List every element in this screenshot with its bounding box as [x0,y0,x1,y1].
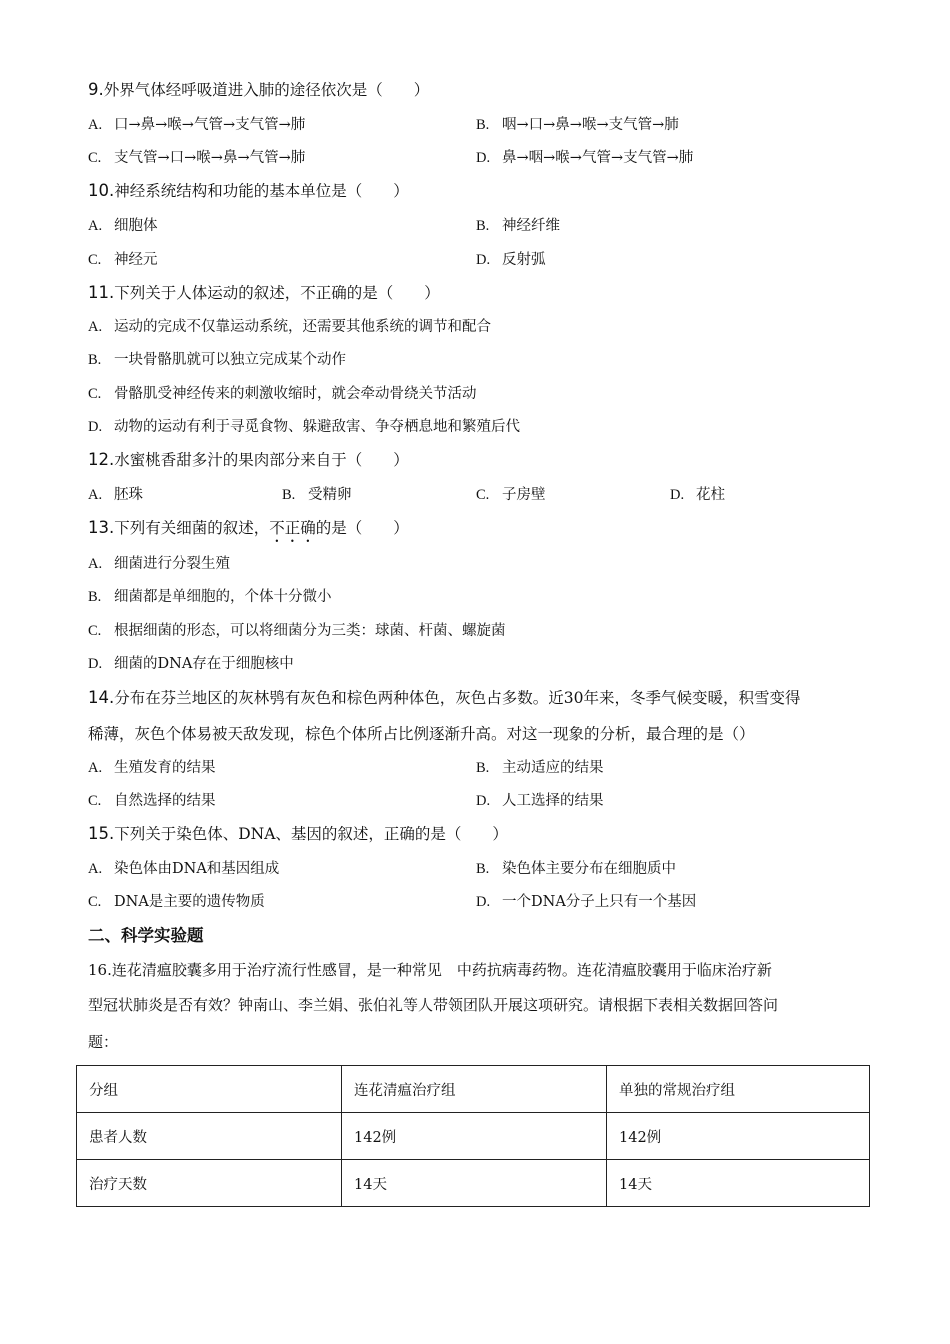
question-9-option-c: C. 支气管→口→喉→鼻→气管→肺 [88,150,306,166]
table-row [77,1113,870,1160]
question-14-stem-line2: 稀薄，灰色个体易被天敌发现，棕色个体所占比例逐渐升高。对这一现象的分析，最合理的是（） [88,725,755,743]
question-12-option-b: B. 受精卵 [282,487,352,503]
question-9-stem: 9.外界气体经呼吸道进入肺的途径依次是（ ） [88,80,430,99]
question-11-option-c: C. 骨骼肌受神经传来的刺激收缩时，就会牵动骨绕关节活动 [88,386,477,402]
section-title: 二、科学实验题 [88,926,204,945]
question-14-option-d: D. 人工选择的结果 [476,793,604,809]
question-15-option-d: D. 一个DNA分子上只有一个基因 [476,894,697,910]
table-cell: 单独的常规治疗组 [607,1066,870,1113]
question-11-option-b: B. 一块骨骼肌就可以独立完成某个动作 [88,352,346,368]
data-table [76,1065,870,1207]
question-13-option-b: B. 细菌都是单细胞的，个体十分微小 [88,589,332,605]
question-11-stem: 11.下列关于人体运动的叙述，不正确的是（ ） [88,283,440,302]
question-9-option-b: B. 咽→口→鼻→喉→支气管→肺 [476,117,679,133]
question-9-option-a: A. 口→鼻→喉→气管→支气管→肺 [88,117,306,133]
question-12-option-c: C. 子房壁 [476,487,546,503]
question-15-option-a: A. 染色体由DNA和基因组成 [88,861,280,877]
question-10-option-a: A. 细胞体 [88,218,158,234]
question-16-line3: 题： [88,1033,119,1051]
question-15-option-c: C. DNA是主要的遗传物质 [88,894,265,910]
table-cell: 142例 [607,1113,870,1160]
question-12-option-a: A. 胚珠 [88,487,143,503]
question-10-option-c: C. 神经元 [88,252,158,268]
question-13-option-d: D. 细菌的DNA存在于细胞核中 [88,656,294,672]
table-row [77,1160,870,1207]
question-16-line2: 型冠状肺炎是否有效？钟南山、李兰娟、张伯礼等人带领团队开展这项研究。请根据下表相关数据回答问 [88,996,779,1014]
table-row [77,1066,870,1113]
question-14-option-c: C. 自然选择的结果 [88,793,216,809]
question-10-stem: 10.神经系统结构和功能的基本单位是（ ） [88,181,409,200]
question-9-option-d: D. 鼻→咽→喉→气管→支气管→肺 [476,150,694,166]
question-16-line1: 16.连花清瘟胶囊多用于治疗流行性感冒，是一种常见 中药抗病毒药物。连花清瘟胶囊用于临床治疗新 [88,961,772,979]
table-cell: 患者人数 [77,1113,342,1160]
question-11-option-d: D. 动物的运动有利于寻觅食物、躲避敌害、争夺栖息地和繁殖后代 [88,419,520,435]
table-cell: 14天 [342,1160,607,1207]
question-13-option-c: C. 根据细菌的形态，可以将细菌分为三类：球菌、杆菌、螺旋菌 [88,623,506,639]
emphasized-not-correct: 不正确 [269,519,316,537]
table-cell: 142例 [342,1113,607,1160]
question-10-option-b: B. 神经纤维 [476,218,560,234]
question-13-stem: 13.下列有关细菌的叙述，不正确的是（ ） [88,518,409,537]
question-14-option-b: B. 主动适应的结果 [476,760,604,776]
table-cell: 连花清瘟治疗组 [342,1066,607,1113]
table-cell: 治疗天数 [77,1160,342,1207]
question-14-option-a: A. 生殖发育的结果 [88,760,216,776]
question-10-option-d: D. 反射弧 [476,252,546,268]
question-13-option-a: A. 细菌进行分裂生殖 [88,556,230,572]
table-cell: 分组 [77,1066,342,1113]
question-12-option-d: D. 花柱 [670,487,725,503]
question-14-stem-line1: 14.分布在芬兰地区的灰林鸮有灰色和棕色两种体色，灰色占多数。近30年来，冬季气候变暖，积雪变得 [88,688,801,707]
question-15-stem: 15.下列关于染色体、DNA、基因的叙述，正确的是（ ） [88,824,508,843]
question-12-stem: 12.水蜜桃香甜多汁的果肉部分来自于（ ） [88,450,409,469]
table-cell: 14天 [607,1160,870,1207]
question-15-option-b: B. 染色体主要分布在细胞质中 [476,861,676,877]
question-11-option-a: A. 运动的完成不仅靠运动系统，还需要其他系统的调节和配合 [88,319,491,335]
